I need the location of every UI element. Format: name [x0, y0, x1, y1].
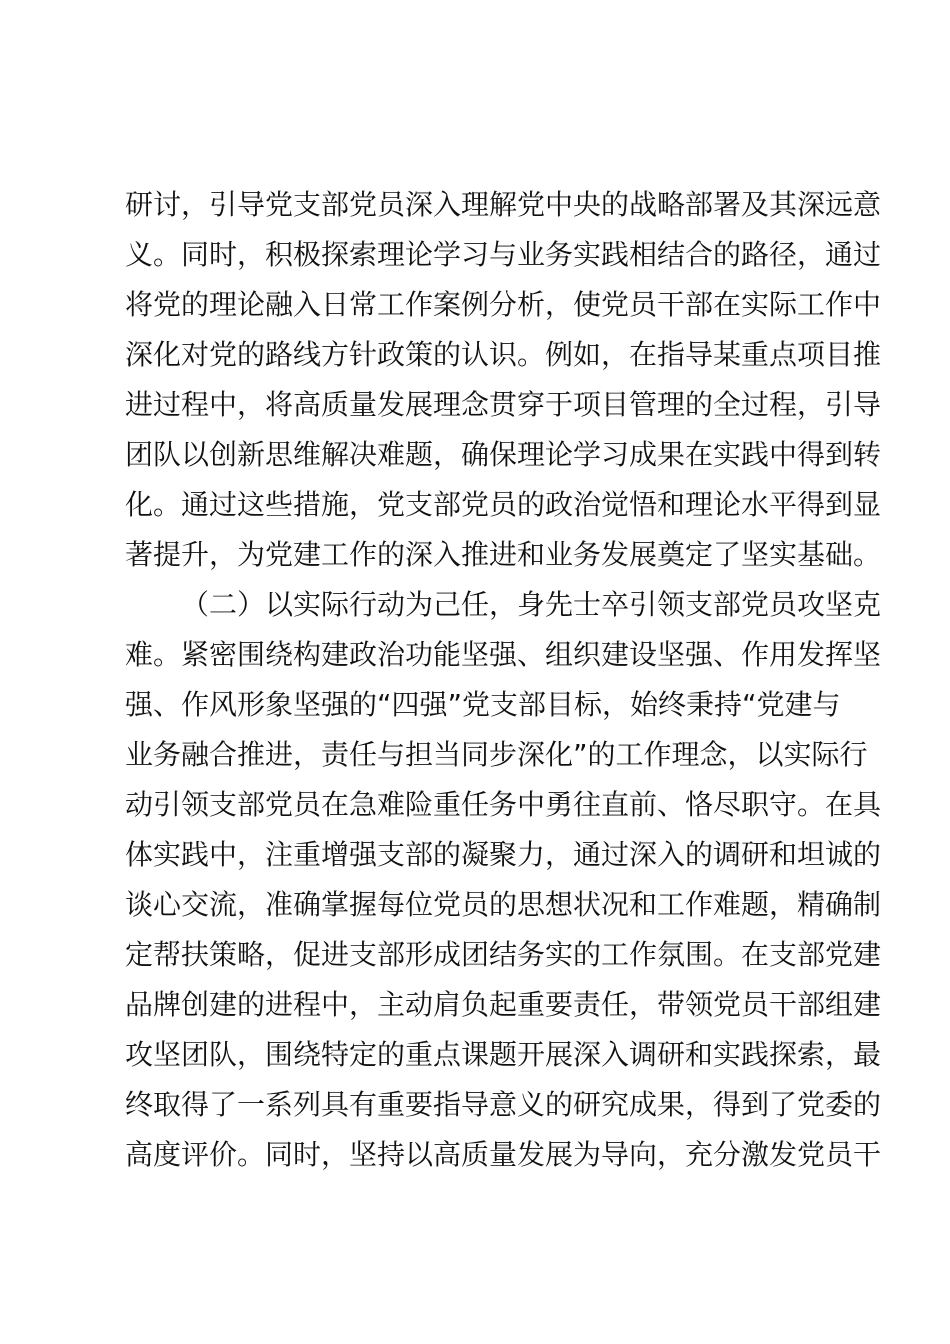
text-line: 动引领支部党员在急难险重任务中勇往直前、恪尽职守。在具: [125, 788, 882, 821]
body-text: [125, 180, 882, 1180]
text-line: 团队以创新思维解决难题，确保理论学习成果在实践中得到转: [125, 438, 882, 471]
text-line: 著提升，为党建工作的深入推进和业务发展奠定了坚实基础。: [125, 538, 882, 571]
text-line: 深化对党的路线方针政策的认识。例如，在指导某重点项目推: [125, 338, 882, 371]
text-line: 业务融合推进，责任与担当同步深化”的工作理念，以实际行: [125, 738, 868, 771]
text-line: 终取得了一系列具有重要指导意义的研究成果，得到了党委的: [125, 1088, 882, 1121]
text-line: 义。同时，积极探索理论学习与业务实践相结合的路径，通过: [125, 238, 882, 271]
text-line: 将党的理论融入日常工作案例分析，使党员干部在实际工作中: [125, 288, 882, 321]
text-line: 高度评价。同时，坚持以高质量发展为导向，充分激发党员干: [125, 1138, 882, 1171]
section-heading-line: （二）以实际行动为己任，身先士卒引领支部党员攻坚克: [181, 588, 882, 621]
text-line: 强、作风形象坚强的“四强”党支部目标，始终秉持“党建与: [125, 688, 841, 721]
text-line: 谈心交流，准确掌握每位党员的思想状况和工作难题，精确制: [125, 888, 882, 921]
text-line: 难。紧密围绕构建政治功能坚强、组织建设坚强、作用发挥坚: [125, 638, 882, 671]
text-line: 体实践中，注重增强支部的凝聚力，通过深入的调研和坦诚的: [125, 838, 882, 871]
text-line: 研讨，引导党支部党员深入理解党中央的战略部署及其深远意: [125, 188, 882, 221]
text-line: 进过程中，将高质量发展理念贯穿于项目管理的全过程，引导: [125, 388, 882, 421]
text-line: 品牌创建的进程中，主动肩负起重要责任，带领党员干部组建: [125, 988, 882, 1021]
text-line: 化。通过这些措施，党支部党员的政治觉悟和理论水平得到显: [125, 488, 882, 521]
text-line: 攻坚团队，围绕特定的重点课题开展深入调研和实践探索，最: [125, 1038, 882, 1071]
text-line: 定帮扶策略，促进支部形成团结务实的工作氛围。在支部党建: [125, 938, 882, 971]
